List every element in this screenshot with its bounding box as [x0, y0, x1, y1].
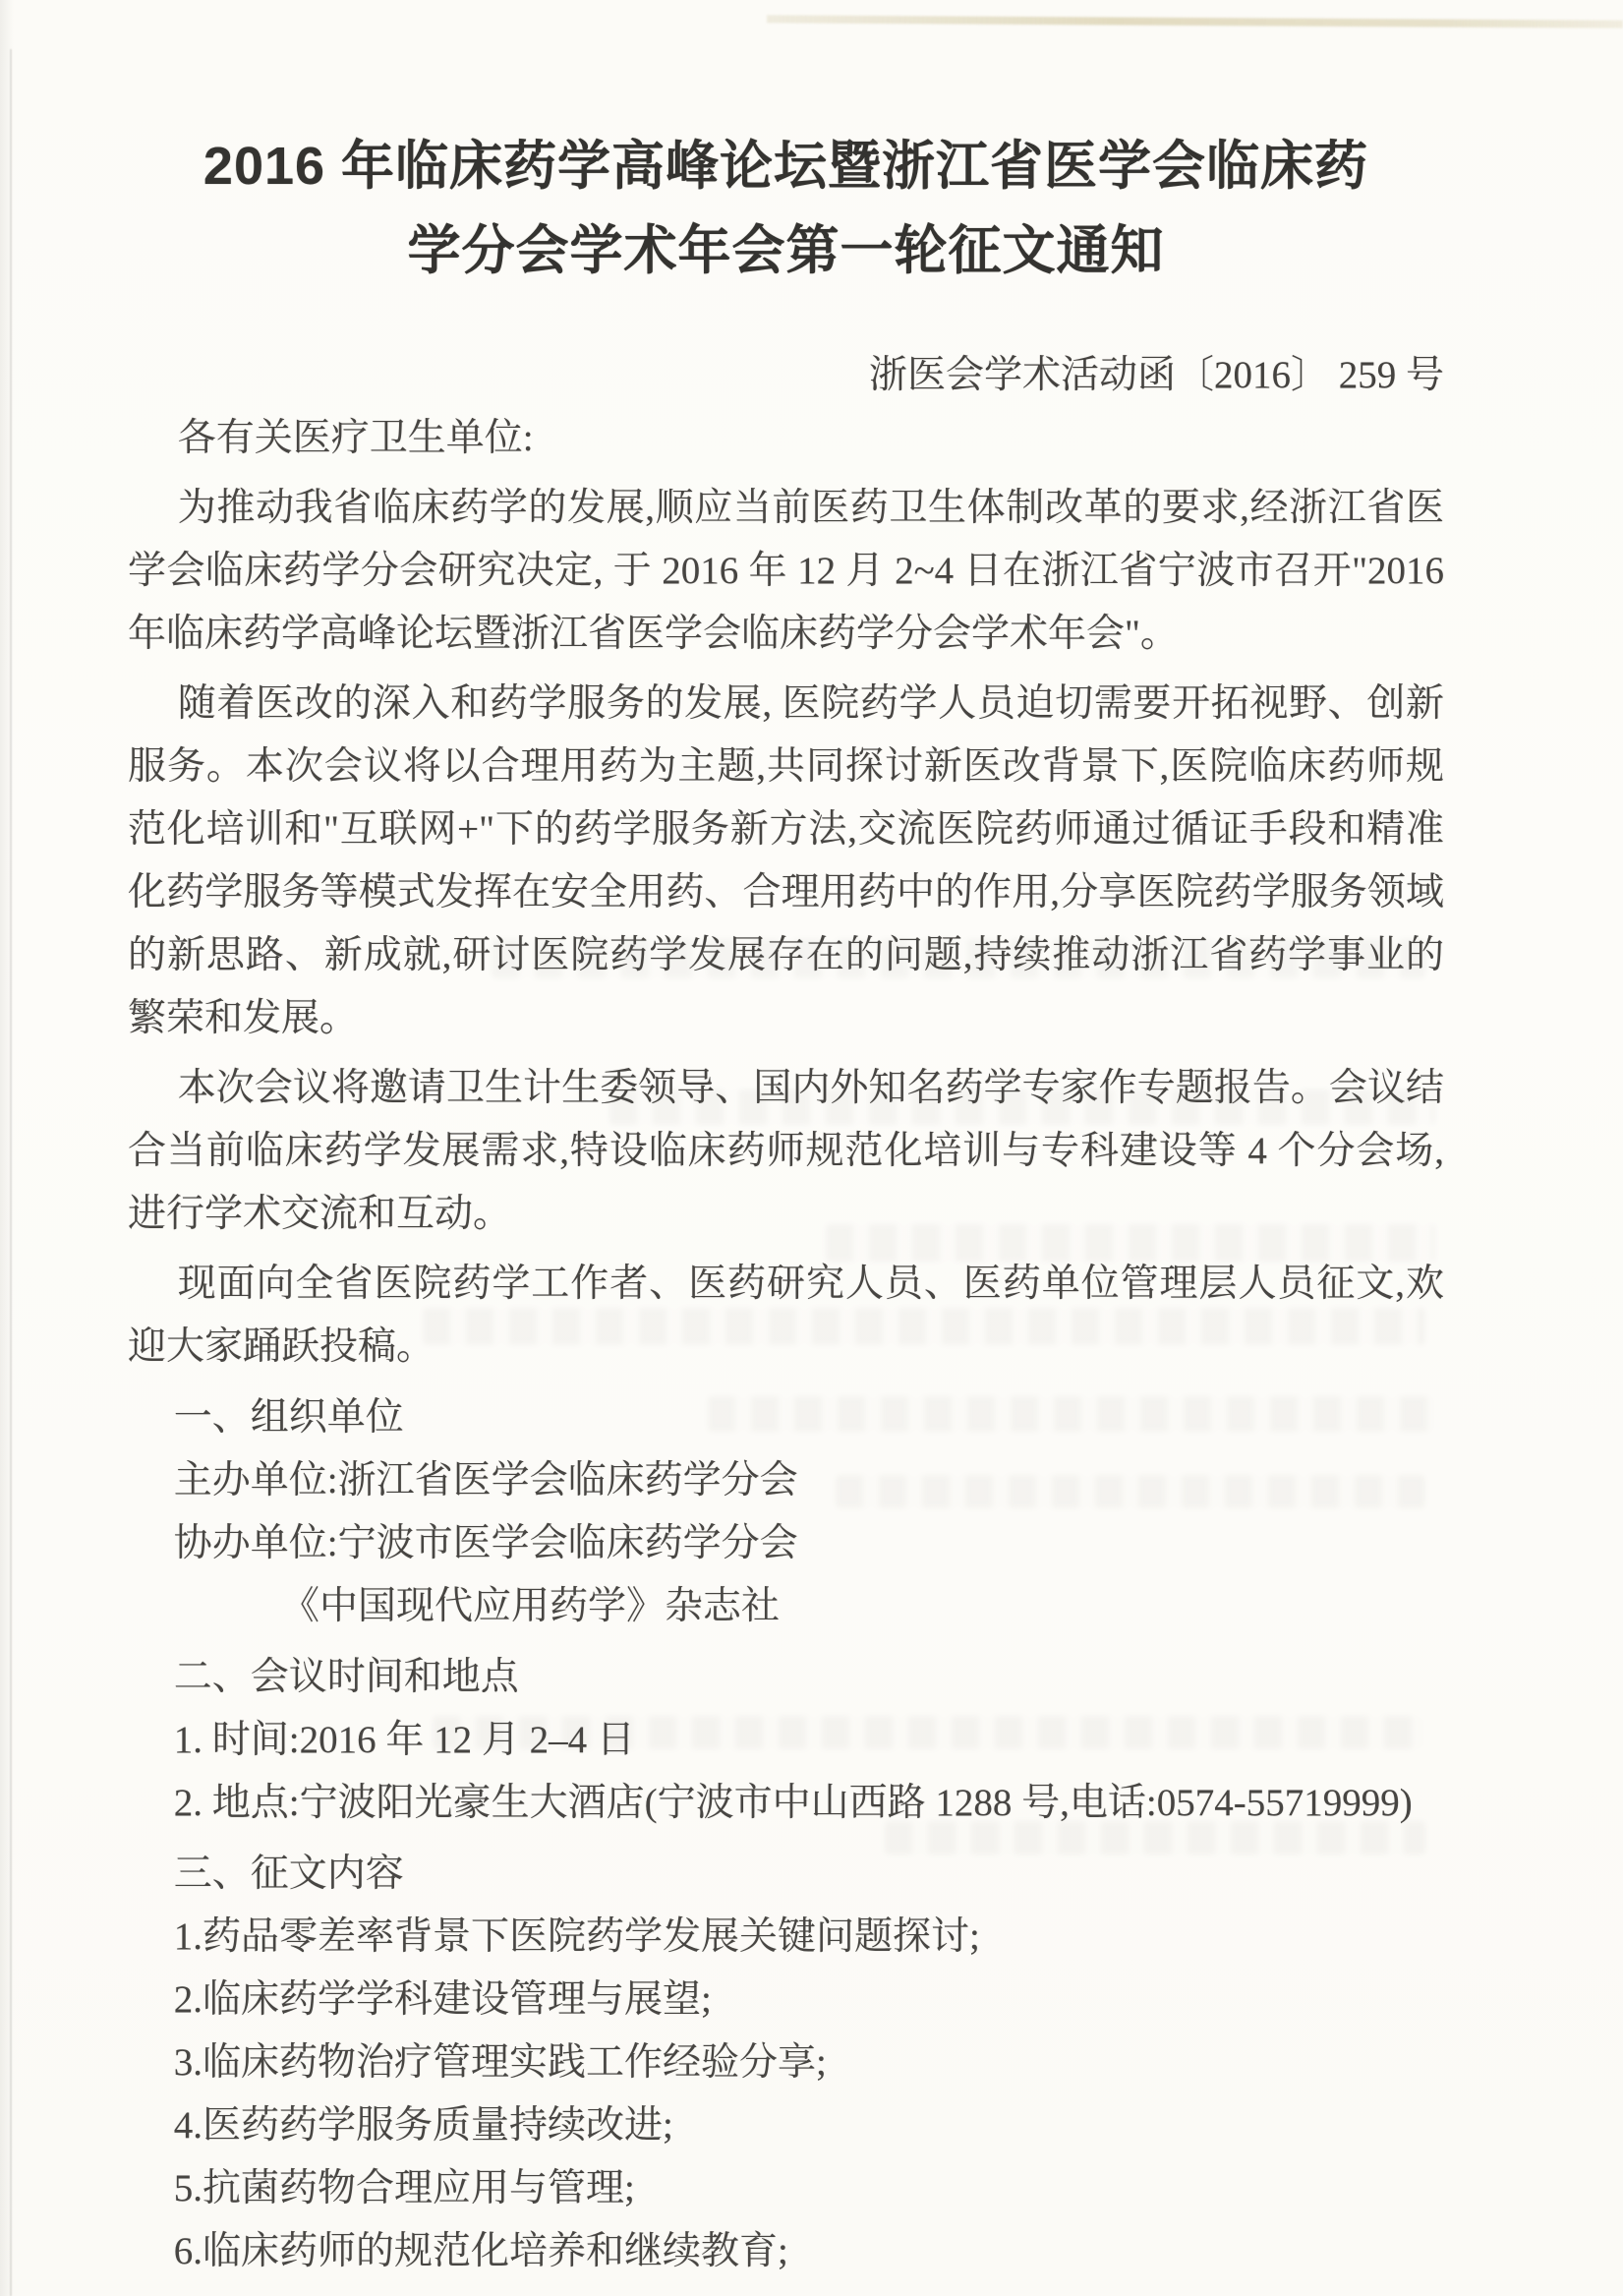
organizer-host-line: 主办单位:浙江省医学会临床药学分会: [173, 1459, 798, 1501]
document-title-line2: 学分会学术年会第一轮征文通知: [407, 221, 1165, 280]
topic-item-2: 2.临床药学学科建设管理与展望;: [173, 1978, 712, 2021]
topic-item-1: 1.药品零差率背景下医院药学发展关键问题探讨;: [173, 1915, 980, 1958]
topic-item-6: 6.临床药师的规范化培养和继续教育;: [173, 2230, 788, 2272]
document-reference-number: 浙医会学术活动函〔2016〕 259 号: [868, 354, 1444, 396]
document-body: [128, 407, 1444, 2283]
section-heading-organizers: 一、组织单位: [173, 1396, 404, 1439]
meeting-location-line: 2. 地点:宁波阳光豪生大酒店(宁波市中山西路 1288 号,电话:0574-55719999): [173, 1782, 1413, 1824]
paragraph-speakers: 本次会议将邀请卫生计生委领导、国内外知名药学专家作专题报告。会议结合当前临床药学发展需求,特设临床药师规范化培训与专科建设等 4 个分会场,进行学术交流和互动。: [128, 1067, 1444, 1235]
document-title: [128, 124, 1444, 293]
organizer-cohost-line: 协办单位:宁波市医学会临床药学分会: [173, 1522, 798, 1564]
paragraph-background: 为推动我省临床药学的发展,顺应当前医药卫生体制改革的要求,经浙江省医学会临床药学分会研究决定, 于 2016 年 12 月 2~4 日在浙江省宁波市召开"2016 年临床药学高峰论坛暨浙江省医学会临床药学分会学术年会"。: [128, 487, 1444, 655]
topic-item-4: 4.医药药学服务质量持续改进;: [173, 2104, 673, 2147]
document-content: [128, 0, 1444, 2283]
paragraph-call-for-papers: 现面向全省医院药学工作者、医药研究人员、医药单位管理层人员征文,欢迎大家踊跃投稿。: [128, 1263, 1444, 1368]
document-title-line1: 2016 年临床药学高峰论坛暨浙江省医学会临床药: [203, 137, 1369, 196]
paragraph-theme: 随着医改的深入和药学服务的发展, 医院药学人员迫切需要开拓视野、创新服务。本次会议将以合理用药为主题,共同探讨新医改背景下,医院临床药师规范化培训和"互联网+"下的药学服务新方法,交流医院药师通过循证手段和精准化药学服务等模式发挥在安全用药、合理用药中的作用,分享医院药学服务领域的新思路、新成就,研讨医院药学发展存在的问题,持续推动浙江省药学事业的繁荣和发展。: [128, 682, 1444, 1039]
topic-item-3: 3.临床药物治疗管理实践工作经验分享;: [173, 2041, 827, 2084]
section-heading-topics: 三、征文内容: [173, 1853, 404, 1895]
organizer-journal-line: 《中国现代应用药学》杂志社: [281, 1585, 781, 1627]
topic-item-5: 5.抗菌药物合理应用与管理;: [173, 2167, 635, 2209]
meeting-time-line: 1. 时间:2016 年 12 月 2–4 日: [173, 1719, 635, 1761]
section-heading-time-location: 二、会议时间和地点: [173, 1656, 519, 1698]
salutation: 各有关医疗卫生单位:: [177, 417, 534, 459]
scan-edge-shadow-left: [0, 0, 14, 2296]
